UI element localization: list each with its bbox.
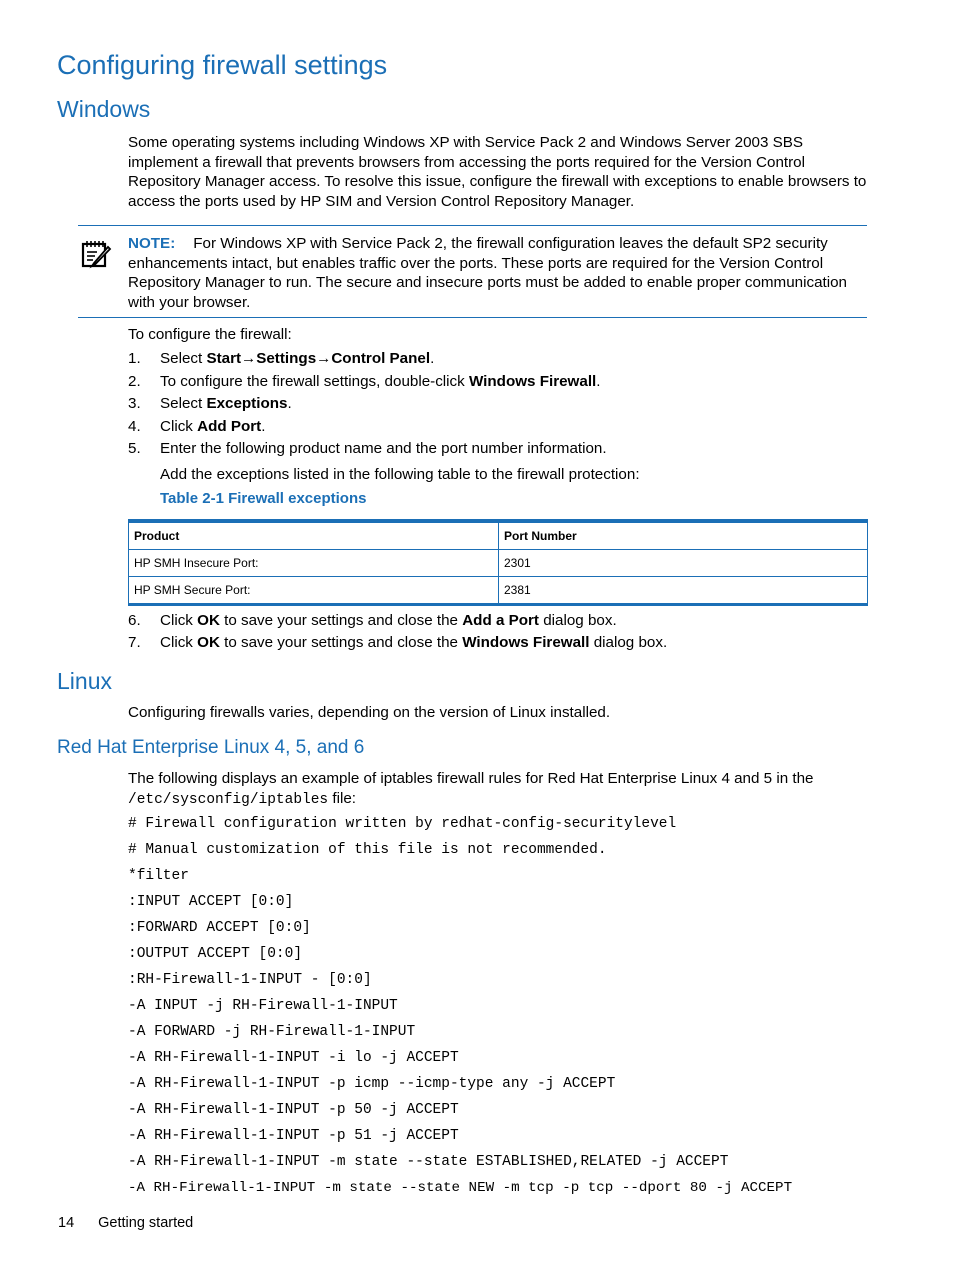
note-body: For Windows XP with Service Pack 2, the firewall configuration leaves the default SP2 security enhancements intact, but enables traffic over the ports. These ports are required for the Version Control Repository Manager to run. The secure and insecure ports must be added to enable proper communication with your browser. [128,235,848,311]
step-1: 1. Select Start→Settings→Control Panel. [128,350,435,367]
code-line: :RH-Firewall-1-INPUT - [0:0] [128,972,372,988]
table-cell: HP SMH Insecure Port: [129,550,499,577]
table-header-row [129,521,868,550]
code-line: :INPUT ACCEPT [0:0] [128,894,294,910]
code-line: -A RH-Firewall-1-INPUT -p 50 -j ACCEPT [128,1102,459,1118]
table-cell: 2301 [499,550,868,577]
step-2: 2. To configure the firewall settings, double-click Windows Firewall. [128,373,601,390]
step-5: 5. Enter the following product name and the port number information. [128,440,607,457]
configure-intro: To configure the firewall: [128,326,292,343]
code-line: # Firewall configuration written by redhat-config-securitylevel [128,816,677,832]
code-line: -A RH-Firewall-1-INPUT -m state --state NEW -m tcp -p tcp --dport 80 -j ACCEPT [128,1180,793,1196]
rhel-intro: The following displays an example of iptables firewall rules for Red Hat Enterprise Linux 4 and 5 in the /etc/sysconfig/iptables file: [128,770,814,808]
table-header: Port Number [499,521,868,550]
windows-heading: Windows [57,96,151,122]
page-title: Configuring firewall settings [57,50,388,80]
step-5-sub: Add the exceptions listed in the following table to the firewall protection: [160,466,640,483]
code-line: -A RH-Firewall-1-INPUT -m state --state ESTABLISHED,RELATED -j ACCEPT [128,1154,729,1170]
code-line: -A RH-Firewall-1-INPUT -i lo -j ACCEPT [128,1050,459,1066]
code-line: :FORWARD ACCEPT [0:0] [128,920,311,936]
firewall-exceptions-table [128,519,868,606]
note-label: NOTE: [128,235,176,252]
note-pad-icon [80,238,112,270]
table-cell: HP SMH Secure Port: [129,577,499,605]
file-path: /etc/sysconfig/iptables [128,791,329,808]
windows-intro: Some operating systems including Windows XP with Service Pack 2 and Windows Server 2003 SBS implement a firewall that prevents browsers from accessing the ports required for the Version Control Repository Manager access. To resolve this issue, configure the firewall with exceptions to enable browsers to access the ports used by HP SIM and Version Control Repository Manager. [128,134,867,210]
linux-heading: Linux [57,668,112,694]
table-caption: Table 2-1 Firewall exceptions [160,490,367,507]
step-7: 7. Click OK to save your settings and close the Windows Firewall dialog box. [128,634,668,651]
code-line: # Manual customization of this file is not recommended. [128,842,607,858]
footer-section: Getting started [98,1215,194,1231]
step-4: 4. Click Add Port. [128,418,266,435]
page-footer [58,1215,193,1231]
code-line: *filter [128,868,189,884]
table-row [129,577,868,605]
code-line: -A INPUT -j RH-Firewall-1-INPUT [128,998,398,1014]
code-line: -A FORWARD -j RH-Firewall-1-INPUT [128,1024,416,1040]
rhel-heading: Red Hat Enterprise Linux 4, 5, and 6 [57,737,365,758]
table-header: Product [129,521,499,550]
code-line: -A RH-Firewall-1-INPUT -p icmp --icmp-type any -j ACCEPT [128,1076,616,1092]
page-number: 14 [58,1215,75,1231]
table-cell: 2381 [499,577,868,605]
note-text [128,234,868,312]
step-3: 3. Select Exceptions. [128,395,292,412]
step-6: 6. Click OK to save your settings and close the Add a Port dialog box. [128,612,617,629]
code-line: :OUTPUT ACCEPT [0:0] [128,946,303,962]
note-box [78,225,867,318]
code-line: -A RH-Firewall-1-INPUT -p 51 -j ACCEPT [128,1128,459,1144]
table-row [129,550,868,577]
linux-intro: Configuring firewalls varies, depending on the version of Linux installed. [128,704,611,721]
